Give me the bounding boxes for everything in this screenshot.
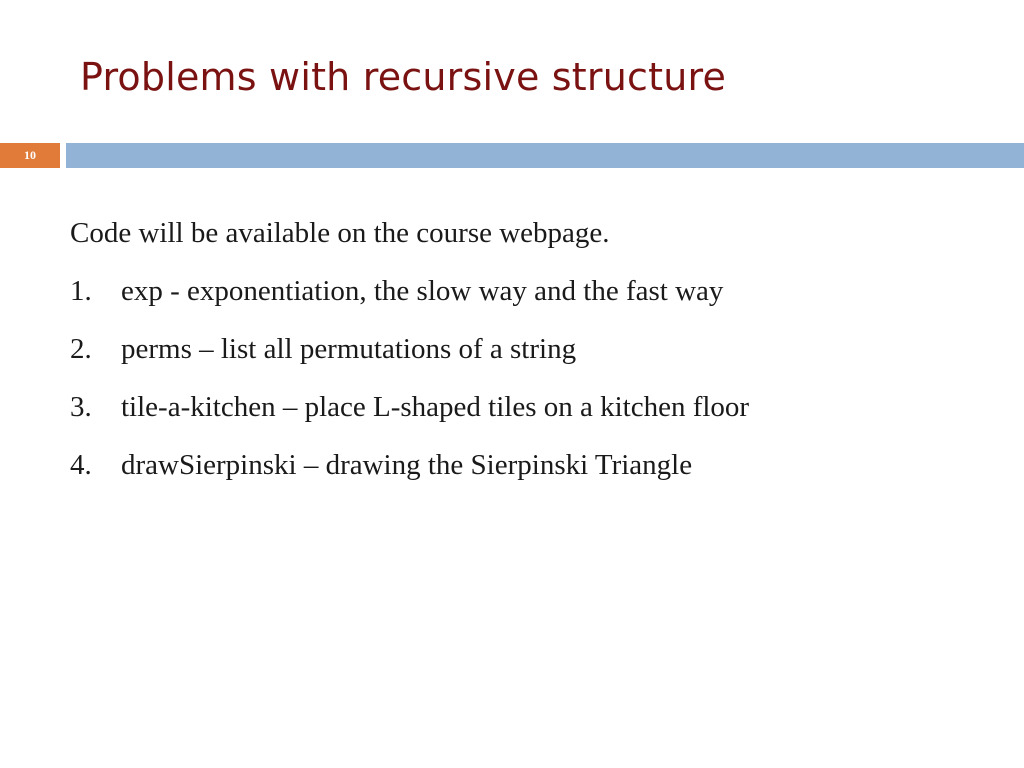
list-item [70, 329, 970, 387]
list-item-number: 4. [70, 449, 92, 481]
slide-number-badge: 10 [0, 143, 60, 168]
list-item-number: 3. [70, 391, 92, 423]
list-item [70, 271, 970, 329]
list-item-text: exp - exponentiation, the slow way and the fast way [121, 275, 724, 307]
slide-body [70, 213, 970, 503]
list-item-number: 2. [70, 333, 92, 365]
intro-text: Code will be available on the course webpage. [70, 217, 610, 249]
title-divider-bar [66, 143, 1024, 168]
list-item [70, 387, 970, 445]
list-item-number: 1. [70, 275, 92, 307]
list-item-text: tile-a-kitchen – place L-shaped tiles on a kitchen floor [121, 391, 750, 423]
list-item-text: drawSierpinski – drawing the Sierpinski Triangle [121, 449, 693, 481]
list-item [70, 445, 970, 503]
numbered-list [70, 271, 970, 503]
list-item-text: perms – list all permutations of a string [121, 333, 577, 365]
slide-title: Problems with recursive structure [80, 55, 727, 99]
